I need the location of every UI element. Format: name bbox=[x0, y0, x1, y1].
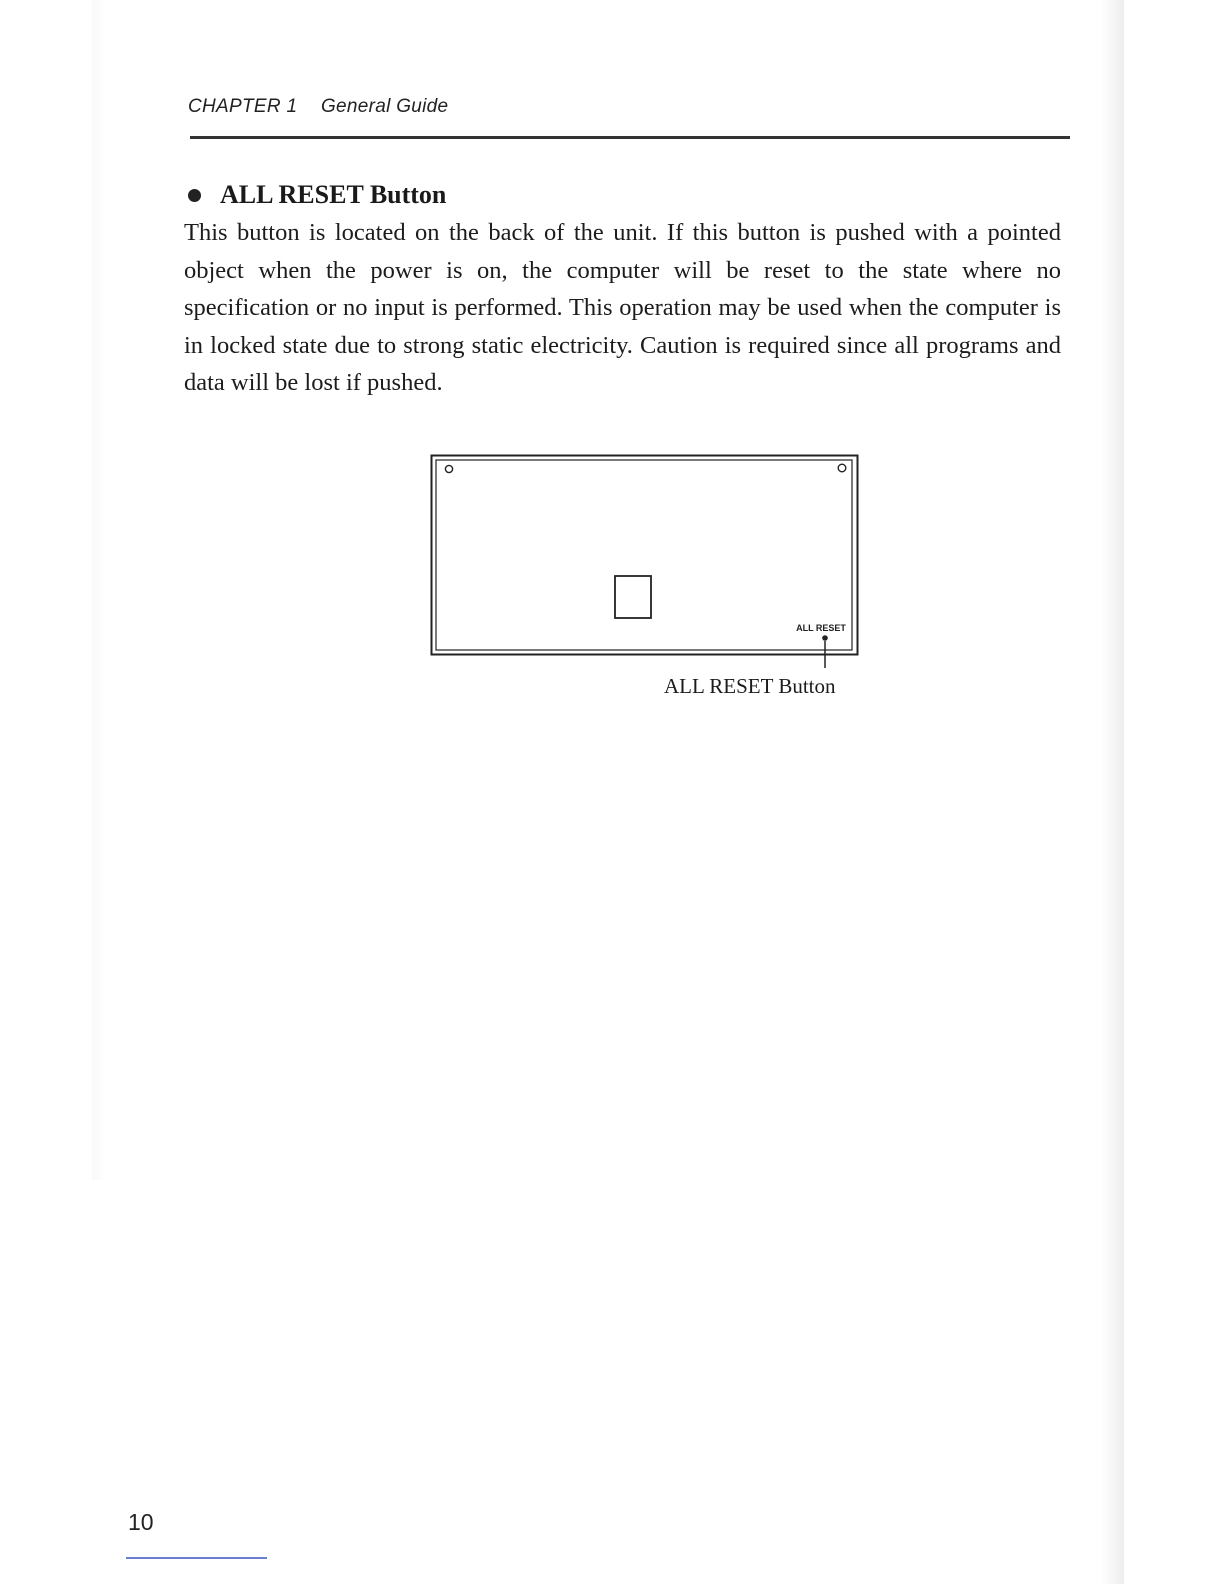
screw-hole-right-icon bbox=[838, 464, 846, 472]
page-number: 10 bbox=[128, 1509, 154, 1535]
figure-caption: ALL RESET Button bbox=[664, 674, 836, 698]
footer-line bbox=[126, 1557, 267, 1559]
connector-square-icon bbox=[615, 576, 651, 618]
bullet-icon bbox=[188, 189, 201, 202]
section-heading-text: ALL RESET Button bbox=[220, 180, 447, 209]
reset-button-icon bbox=[822, 635, 828, 641]
header-rule bbox=[190, 136, 1070, 139]
body-paragraph: This button is located on the back of the unit. If this button is pushed with a pointed object when the power is on, the computer will be reset to the state where no specification or no input is performed. This operation may be used when the computer is in locked state due to strong static electricity. Caution is required since all programs and data will be lost if pushed. bbox=[184, 219, 1061, 396]
device-back-diagram bbox=[430, 454, 862, 673]
device-reset-label: ALL RESET bbox=[796, 623, 846, 633]
section-heading bbox=[188, 180, 446, 210]
page-shadow-right bbox=[1100, 0, 1124, 1584]
running-header bbox=[188, 96, 448, 118]
device-inner-outline bbox=[436, 460, 852, 650]
page-shadow-left bbox=[92, 0, 106, 1180]
chapter-label: CHAPTER 1 bbox=[188, 96, 298, 117]
chapter-title: General Guide bbox=[320, 96, 449, 117]
screw-hole-left-icon bbox=[445, 465, 452, 472]
device-outer-outline bbox=[432, 456, 858, 655]
